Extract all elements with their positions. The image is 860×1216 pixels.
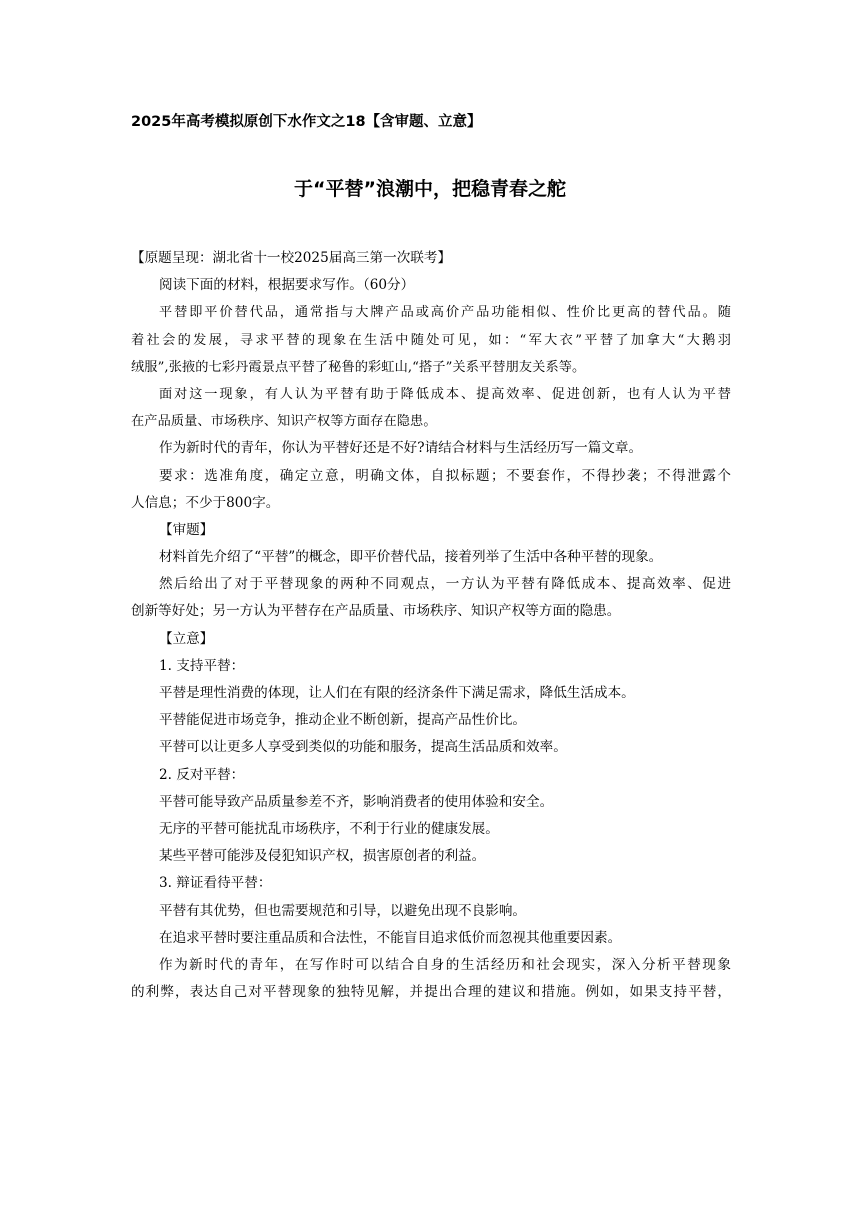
list-item: 平替有其优势，但也需要规范和引导，以避免出现不良影响。 xyxy=(159,902,527,919)
list-item: 平替能促进市场竞争，推动企业不断创新，提高产品性价比。 xyxy=(159,712,527,729)
list-item: 平替是理性消费的体现，让人们在有限的经济条件下满足需求，降低生活成本。 xyxy=(159,685,635,701)
material-line: 平替即平价替代品，通常指与大牌产品或高价产品功能相似、性价比更高的替代品。随 xyxy=(159,305,731,321)
paragraph-line: 作为新时代的青年，在写作时可以结合自身的生活经历和社会现实，深入分析平替现象 xyxy=(159,956,731,973)
source-line: 【原题呈现：湖北省十一校2025届高三第一次联考】 xyxy=(131,250,452,266)
analysis-line: 创新等好处；另一方认为平替存在产品质量、市场秩序、知识产权等方面的隐患。 xyxy=(131,603,621,620)
material-line: 面对这一现象，有人认为平替有助于降低成本、提高效率、促进创新，也有人认为平替 xyxy=(159,386,731,402)
requirement-line: 要求：选准角度，确定立意，明确文体，自拟标题；不要套作，不得抄袭；不得泄露个 xyxy=(159,467,731,484)
section-heading: 【审题】 xyxy=(159,521,214,538)
list-heading: 2. 反对平替： xyxy=(159,766,245,783)
document-body xyxy=(131,245,731,1006)
document-header: 2025年高考模拟原创下水作文之18【含审题、立意】 xyxy=(131,114,482,130)
list-item: 平替可以让更多人享受到类似的功能和服务，提高生活品质和效率。 xyxy=(159,739,567,756)
analysis-line: 材料首先介绍了“平替”的概念，即平价替代品，接着列举了生活中各种平替的现象。 xyxy=(159,549,663,566)
analysis-line: 然后给出了对于平替现象的两种不同观点，一方认为平替有降低成本、提高效率、促进 xyxy=(159,576,731,593)
prompt-line: 作为新时代的青年，你认为平替好还是不好?请结合材料与生活经历写一篇文章。 xyxy=(159,440,643,457)
essay-title: 于“平替”浪潮中，把稳青春之舵 xyxy=(294,178,566,200)
list-item: 在追求平替时要注重品质和合法性，不能盲目追求低价而忽视其他重要因素。 xyxy=(159,929,622,946)
instruction-line: 阅读下面的材料，根据要求写作。（60分） xyxy=(159,277,415,294)
list-item: 平替可能导致产品质量参差不齐，影响消费者的使用体验和安全。 xyxy=(159,793,554,810)
requirement-line: 人信息；不少于800字。 xyxy=(131,494,280,511)
section-heading: 【立意】 xyxy=(159,630,214,647)
material-line: 着社会的发展，寻求平替的现象在生活中随处可见，如：“军大衣”平替了加拿大“大鹅羽 xyxy=(131,332,731,348)
material-line: 绒服”,张掖的七彩丹霞景点平替了秘鲁的彩虹山,“搭子”关系平替朋友关系等。 xyxy=(131,359,586,375)
list-item: 某些平替可能涉及侵犯知识产权，损害原创者的利益。 xyxy=(159,848,486,865)
paragraph-line: 的利弊，表达自己对平替现象的独特见解，并提出合理的建议和措施。例如，如果支持平替， xyxy=(131,984,731,1001)
list-item: 无序的平替可能扰乱市场秩序，不利于行业的健康发展。 xyxy=(159,820,499,837)
list-heading: 1. 支持平替： xyxy=(159,657,245,674)
list-heading: 3. 辩证看待平替： xyxy=(159,875,272,892)
material-line: 在产品质量、市场秩序、知识产权等方面存在隐患。 xyxy=(131,414,437,430)
